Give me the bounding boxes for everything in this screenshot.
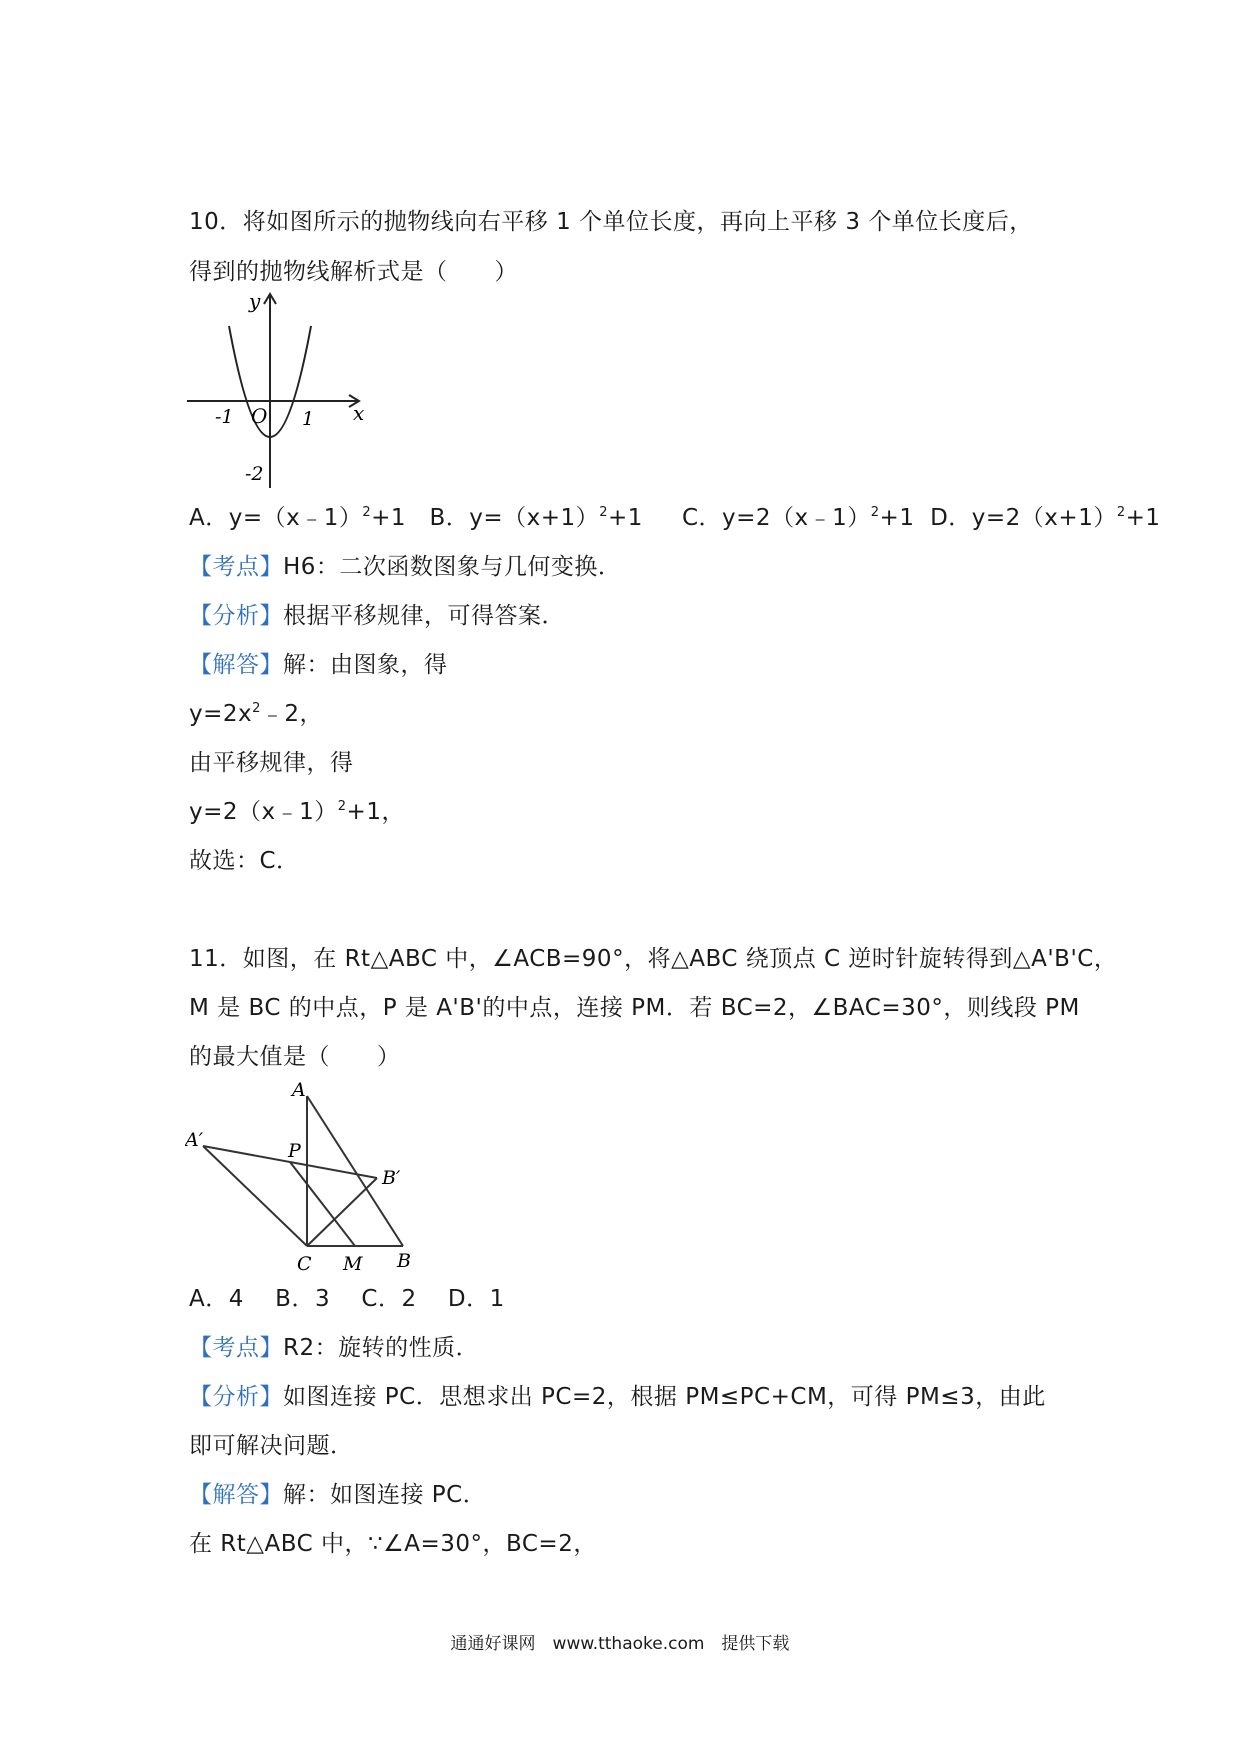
q10-option-c: C．y=2（x﹣1）$^2$+1 — [681, 505, 915, 531]
q10-step1: $y=2x^2﹣2$， — [189, 701, 324, 727]
q10-jieda-tag: 【解答】 — [189, 652, 283, 678]
q11-label-a: A — [292, 1080, 306, 1101]
q11-stem-line1: 11．如图，在 Rt△ABC 中，∠ACB=90°，将△ABC 绕顶点 C 逆时针旋转得到△A'B'C， — [189, 946, 1118, 972]
q10-kaodian: 【考点】H6：二次函数图象与几何变换． — [189, 554, 622, 580]
q11-label-p: P — [288, 1140, 301, 1162]
q10-neg-two-label: -2 — [245, 463, 264, 485]
q11-fenxi-tag: 【分析】 — [189, 1384, 283, 1410]
q11-step1: 在 Rt△ABC 中，∵∠A=30°，BC=2， — [189, 1531, 597, 1557]
q11-fenxi-cont: 即可解决问题． — [189, 1433, 354, 1459]
q11-jieda: 【解答】解：如图连接 PC． — [189, 1482, 487, 1508]
q10-kaodian-tag: 【考点】 — [189, 554, 283, 580]
q11-rotation-figure — [185, 1080, 415, 1284]
q11-stem-line2: M 是 BC 的中点，P 是 A'B'的中点，连接 PM．若 BC=2，∠BAC=30°，则线段 PM — [189, 995, 1080, 1021]
q11-label-a-prime: A′ — [185, 1129, 204, 1151]
q11-fenxi: 【分析】如图连接 PC．思想求出 PC=2，根据 PM≤PC+CM，可得 PM≤3，由此 — [189, 1384, 1046, 1410]
q10-y-label: y — [249, 290, 261, 313]
q11-label-b-prime: B′ — [382, 1167, 401, 1189]
q11-jieda-tag: 【解答】 — [189, 1482, 283, 1508]
q10-stem-line1: 10．将如图所示的抛物线向右平移 1 个单位长度，再向上平移 3 个单位长度后， — [189, 209, 1033, 235]
q11-options: A．4 B．3 C．2 D．1 — [189, 1286, 505, 1312]
q10-option-a: A．y=（x﹣1）$^2$+1 — [189, 505, 407, 531]
q10-jieda: 【解答】解：由图象，得 — [189, 652, 448, 678]
q10-origin-label: O — [251, 404, 268, 428]
q10-neg-one-label: -1 — [215, 406, 234, 428]
q10-x-label: x — [353, 401, 365, 425]
q11-label-b: B — [397, 1250, 411, 1272]
q10-stem-line2: 得到的抛物线解析式是（ ） — [189, 259, 518, 285]
q10-option-d: D．$y=2(x+1)^2+1$ — [930, 505, 1161, 531]
q11-stem-line3: 的最大值是（ ） — [189, 1044, 401, 1070]
q10-step3: y=2（x﹣1）$^2$+1， — [189, 799, 405, 825]
q10-fenxi-tag: 【分析】 — [189, 603, 283, 629]
q10-step2: 由平移规律，得 — [189, 750, 354, 776]
q11-kaodian-tag: 【考点】 — [189, 1335, 283, 1361]
q10-one-label: 1 — [302, 408, 315, 430]
q10-options — [189, 502, 1161, 534]
q11-label-c: C — [297, 1253, 312, 1275]
q11-segment-pm — [290, 1162, 355, 1246]
q11-segment-b1c — [307, 1178, 377, 1246]
q11-kaodian: 【考点】R2：旋转的性质． — [189, 1335, 480, 1361]
q10-fenxi: 【分析】根据平移规律，可得答案． — [189, 603, 565, 629]
page-footer: 通通好课网 www.tthaoke.com 提供下载 — [450, 1634, 790, 1654]
q10-step4: 故选：C． — [189, 848, 300, 874]
q10-option-b: B．$y=(x+1)^2+1$ — [429, 505, 643, 531]
q10-parabola-figure — [185, 290, 375, 494]
q11-label-m: M — [343, 1253, 363, 1275]
